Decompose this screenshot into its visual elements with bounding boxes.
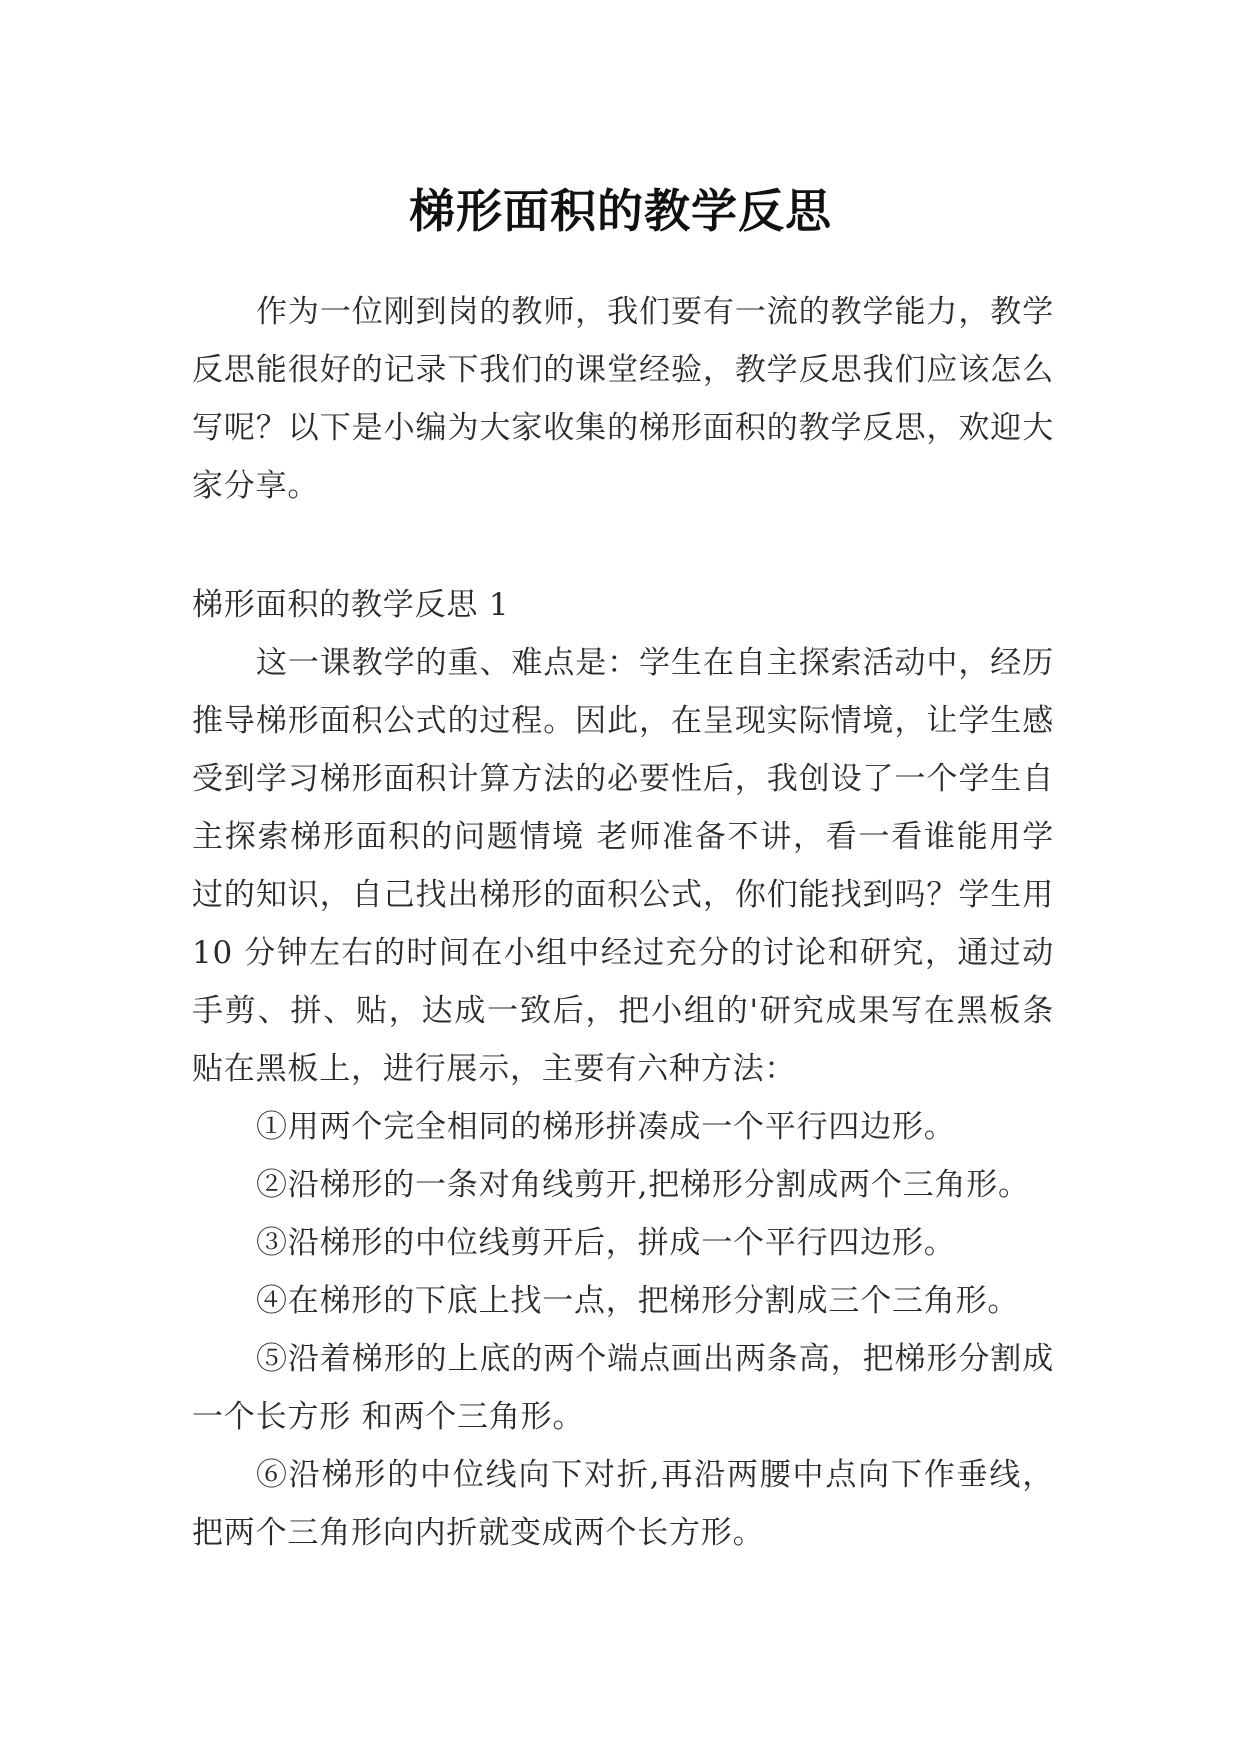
method-item-4: ④在梯形的下底上找一点，把梯形分割成三个三角形。 [256, 1283, 1020, 1319]
section-heading: 梯形面积的教学反思 1 [192, 587, 510, 623]
section-paragraph: 这一课教学的重、难点是：学生在自主探索活动中，经历推导梯形面积公式的过程。因此，在呈现实际情境，让学生感受到学习梯形面积计算方法的必要性后，我创设了一个学生自主探索梯形面积的问题情境 老师准备不讲，看一看谁能用学过的知识，自己找出梯形的面积公式，你们能找到吗？学生用 10 分钟左右的时间在小组中经过充分的讨论和研究，通过动手剪、拼、贴，达成一致后，把小组的'研究成果写在黑板条贴在黑板上，进行展示，主要有六种方法： [192, 645, 1054, 1087]
section-1 [192, 576, 1054, 1562]
intro-paragraph: 作为一位刚到岗的教师，我们要有一流的教学能力，教学反思能很好的记录下我们的课堂经验，教学反思我们应该怎么写呢？以下是小编为大家收集的梯形面积的教学反思，欢迎大家分享。 [192, 294, 1054, 504]
method-item-3: ③沿梯形的中位线剪开后，拼成一个平行四边形。 [256, 1225, 956, 1261]
method-item-6: ⑥沿梯形的中位线向下对折,再沿两腰中点向下作垂线，把两个三角形向内折就变成两个长方形。 [192, 1457, 1054, 1551]
method-item-2: ②沿梯形的一条对角线剪开,把梯形分割成两个三角形。 [256, 1167, 1030, 1203]
intro-block [192, 283, 1054, 515]
method-item-5: ⑤沿着梯形的上底的两个端点画出两条高，把梯形分割成一个长方形 和两个三角形。 [192, 1341, 1054, 1435]
method-item-1: ①用两个完全相同的梯形拼凑成一个平行四边形。 [256, 1109, 956, 1145]
document-title: 梯形面积的教学反思 [409, 183, 832, 238]
